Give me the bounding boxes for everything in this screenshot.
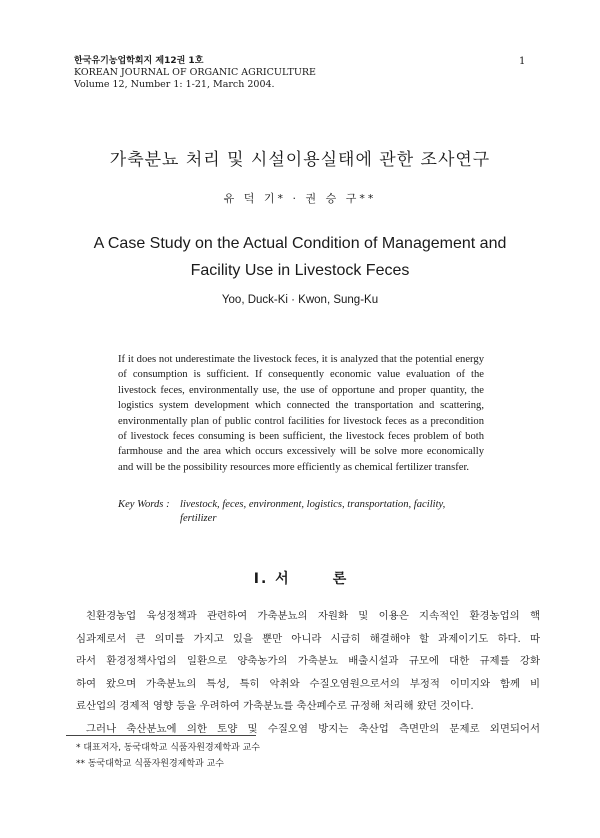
- paper-title-en-line1: A Case Study on the Actual Condition of Management and: [93, 235, 507, 252]
- section-title: 론: [332, 571, 347, 587]
- body-line: 라서 환경정책사업의 일환으로 양축농가의 가축분뇨 배출시설과 규모에 대한 규제를 강화: [76, 655, 540, 667]
- body-line: 하여 왔으며 가축분뇨의 특성, 특히 악취와 수질오염원으로서의 부정적 이미지와 함께 비: [76, 677, 540, 690]
- footnote-divider: [66, 735, 256, 736]
- page-number: 1: [519, 56, 526, 67]
- body-text: [76, 605, 540, 740]
- footnote-1: * 대표저자, 동국대학교 식품자원경제학과 교수: [76, 743, 260, 753]
- journal-name-ko: 한국유기농업학회지 제12권 1호: [74, 56, 204, 66]
- footnote-2: ** 동국대학교 식품자원경제학과 교수: [76, 759, 224, 769]
- section-number: Ⅰ. 서: [253, 571, 291, 587]
- authors-en: Yoo, Duck-Ki · Kwon, Sung-Ku: [221, 294, 379, 306]
- abstract: If it does not underestimate the livestock feces, it is analyzed that the potential energy of consumption is sufficient. If consequently economic value evaluation of the livestock feces, environmentally use, the use of opportune and proper quantity, the logistics system development which connected the transportation and scattering, environmentally plan of public control facilities for livestock feces as a precondition of livestock feces consuming is been sufficient, the livestock feces problem of both farmhouse and the area which occurs excessively will be solve more economically and will be the possibility resources more efficiently as chemical fertilizer transfer.: [118, 354, 484, 473]
- body-line: 심과제로서 큰 의미를 가지고 있을 뿐만 아니라 시급히 해결해야 할 과제이기도 하다. 따: [76, 632, 540, 645]
- keywords-label: Key Words :: [118, 499, 170, 510]
- keywords-line2: fertilizer: [180, 513, 217, 524]
- authors-ko: 유 덕 기* · 권 승 구**: [223, 192, 377, 205]
- paper-title-ko: 가축분뇨 처리 및 시설이용실태에 관한 조사연구: [109, 150, 491, 170]
- body-line: 료산업의 경제적 영향 등을 우려하여 가축분뇨를 축산폐수로 규정해 처리해 왔던 것이다.: [76, 700, 474, 712]
- paper-title-en-line2: Facility Use in Livestock Feces: [190, 262, 410, 279]
- paper-title-en: [60, 230, 540, 284]
- keywords: [118, 498, 498, 526]
- keywords-line1: livestock, feces, environment, logistics, transportation, facility,: [180, 499, 446, 510]
- footnotes: [76, 740, 260, 772]
- journal-header: [74, 55, 316, 91]
- section-heading: [0, 568, 600, 588]
- body-line: 그러나 축산분뇨에 의한 토양 및 수질오염 방지는 축산업 측면만의 문제로 외면되어서: [86, 722, 540, 735]
- journal-name-en: KOREAN JOURNAL OF ORGANIC AGRICULTURE: [74, 67, 316, 78]
- body-line: 친환경농업 육성정책과 관련하여 가축분뇨의 자원화 및 이용은 지속적인 환경농업의 핵: [86, 610, 540, 622]
- journal-volume: Volume 12, Number 1: 1-21, March 2004.: [74, 79, 275, 90]
